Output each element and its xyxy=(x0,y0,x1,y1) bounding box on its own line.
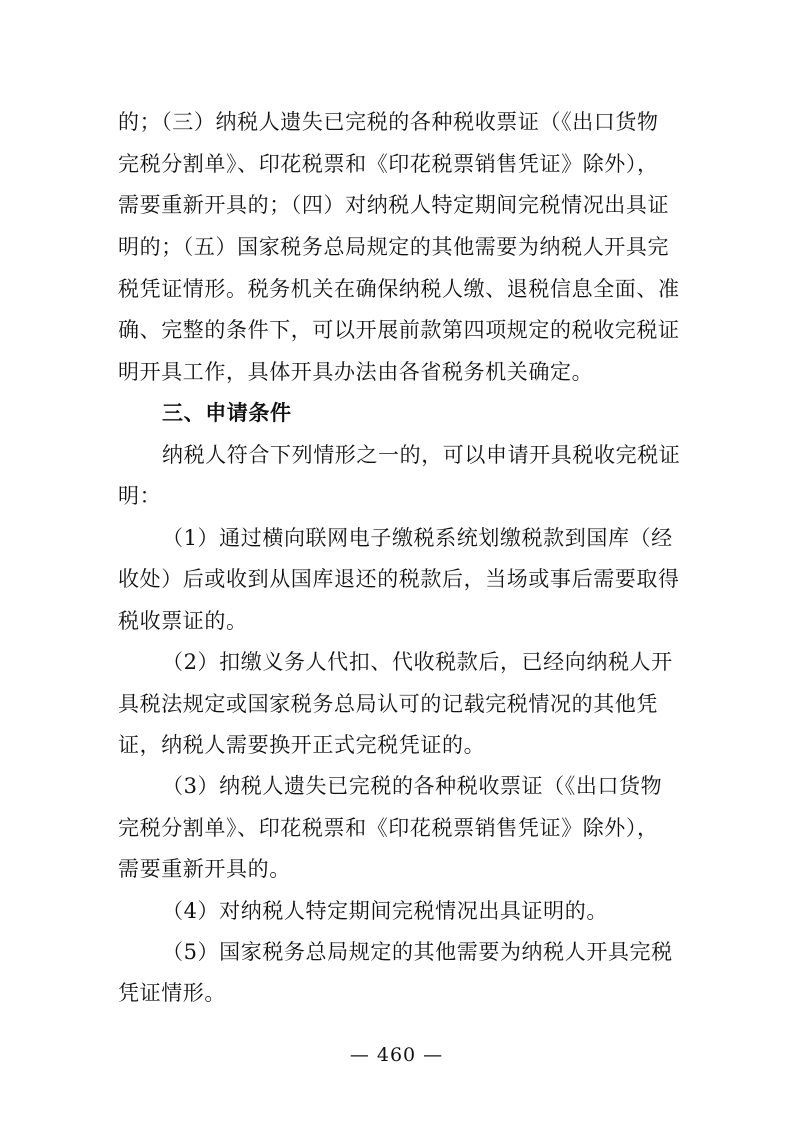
list-item-5-line-2: 凭证情形。 xyxy=(118,981,226,1005)
list-item-1-line-3: 税收票证的。 xyxy=(118,609,248,633)
list-item-5-line-1: （5）国家税务总局规定的其他需要为纳税人开具完税 xyxy=(162,940,673,964)
list-item-1-line-1: （1）通过横向联网电子缴税系统划缴税款到国库（经 xyxy=(162,526,673,550)
list-item-2-line-2: 具税法规定或国家税务总局认可的记载完税情况的其他凭 xyxy=(118,692,658,716)
list-item-4-line-1: （4）对纳税人特定期间完税情况出具证明的。 xyxy=(162,899,608,923)
paragraph-line-3: 需要重新开具的；（四）对纳税人特定期间完税情况出具证 xyxy=(118,193,670,217)
paragraph-line-4: 明的；（五）国家税务总局规定的其他需要为纳税人开具完 xyxy=(118,235,670,259)
list-item-3-line-1: （3）纳税人遗失已完税的各种税收票证（《出口货物 xyxy=(162,774,663,798)
paragraph-line-1: 的；（三）纳税人遗失已完税的各种税收票证（《出口货物 xyxy=(118,110,659,134)
paragraph-line-6: 确、完整的条件下，可以开展前款第四项规定的税收完税证 xyxy=(118,318,680,342)
list-item-2-line-3: 证，纳税人需要换开正式完税凭证的。 xyxy=(118,733,486,757)
section-heading: 三、申请条件 xyxy=(162,401,292,425)
paragraph-line-5: 税凭证情形。税务机关在确保纳税人缴、退税信息全面、准 xyxy=(118,277,680,301)
list-item-3-line-3: 需要重新开具的。 xyxy=(118,857,291,881)
list-item-2-line-1: （2）扣缴义务人代扣、代收税款后，已经向纳税人开 xyxy=(162,650,673,674)
paragraph-line-8: 纳税人符合下列情形之一的，可以申请开具税收完税证 xyxy=(162,443,681,467)
list-item-1-line-2: 收处）后或收到从国库退还的税款后，当场或事后需要取得 xyxy=(118,567,680,591)
paragraph-line-9: 明： xyxy=(118,484,162,508)
paragraph-line-2: 完税分割单》、印花税票和《印花税票销售凭证》除外）， xyxy=(118,152,659,176)
page-number: — 460 — xyxy=(349,1044,444,1066)
list-item-3-line-2: 完税分割单》、印花税票和《印花税票销售凭证》除外）， xyxy=(118,816,659,840)
paragraph-line-7: 明开具工作，具体开具办法由各省税务机关确定。 xyxy=(118,360,594,384)
